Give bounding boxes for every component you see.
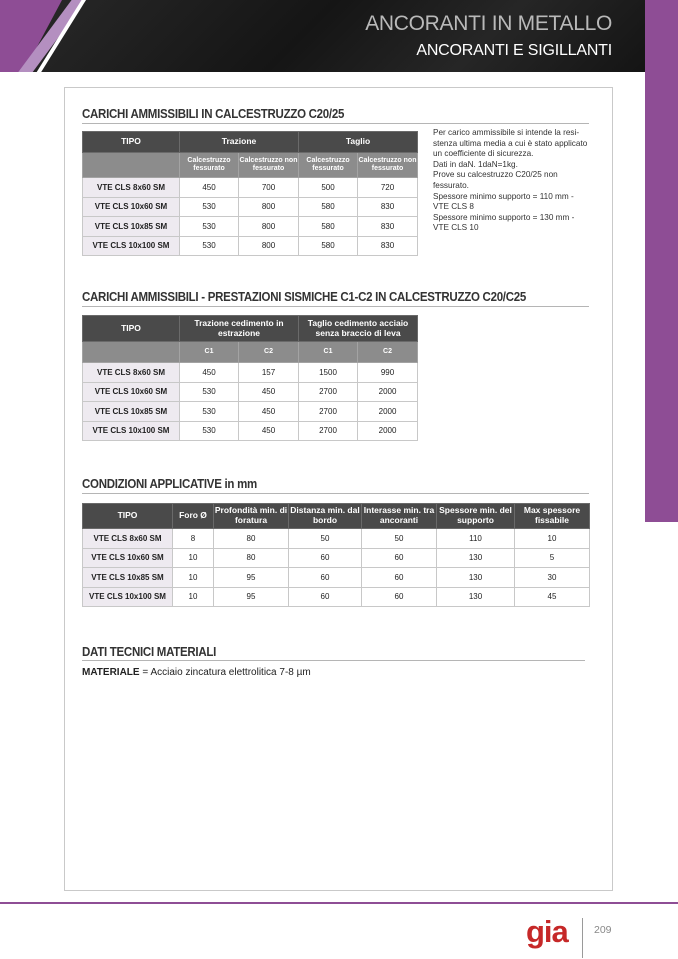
table-cell: 10 xyxy=(515,529,590,549)
table-cell: 530 xyxy=(180,236,239,256)
note-line: Per carico ammissibile si intende la resi- xyxy=(433,128,580,137)
section-divider xyxy=(82,493,589,494)
table-cell: 60 xyxy=(289,548,362,568)
row-label: VTE CLS 8x60 SM xyxy=(83,363,180,383)
table-cell: 50 xyxy=(289,529,362,549)
subheader-cell: C2 xyxy=(239,342,299,363)
table-cell: 130 xyxy=(437,587,515,607)
table-cell: 500 xyxy=(299,178,358,198)
note-line: Dati in daN. 1daN=1kg. xyxy=(433,159,518,169)
row-label: VTE CLS 10x85 SM xyxy=(83,568,173,588)
page-header xyxy=(0,0,678,72)
note-line: Spessore minimo supporto = 110 mm - xyxy=(433,191,574,201)
table-cell: 800 xyxy=(239,197,299,217)
header-cell-foro: Foro Ø xyxy=(173,504,214,529)
table-carichi-ammissibili xyxy=(82,131,418,256)
subheader-cell: Calcestruzzo non fessurato xyxy=(239,153,299,178)
material-line xyxy=(82,667,311,678)
row-label: VTE CLS 10x85 SM xyxy=(83,402,180,422)
header-cell-distanza: Distanza min. dal bordo xyxy=(289,504,362,529)
subheader-cell: Calcestruzzo fessurato xyxy=(180,153,239,178)
table-cell: 800 xyxy=(239,217,299,237)
table-row xyxy=(83,568,590,588)
subheader-empty xyxy=(83,342,180,363)
table-cell: 530 xyxy=(180,217,239,237)
section-title-dati-tecnici: DATI TECNICI MATERIALI xyxy=(82,645,217,659)
table-row xyxy=(83,178,418,198)
page-number: 209 xyxy=(594,924,612,936)
row-label: VTE CLS 10x60 SM xyxy=(83,548,173,568)
note-line: fessurato. xyxy=(433,180,469,190)
row-label: VTE CLS 8x60 SM xyxy=(83,529,173,549)
table-row xyxy=(83,587,590,607)
row-label: VTE CLS 8x60 SM xyxy=(83,178,180,198)
header-cell-trazione-cedimento: Trazione cedimento in estrazione xyxy=(180,316,299,342)
section-title-sismiche: CARICHI AMMISSIBILI - PRESTAZIONI SISMICHE C1-C2 IN CALCESTRUZZO C20/C25 xyxy=(82,290,527,304)
table-cell: 95 xyxy=(214,568,289,588)
note-line: Spessore minimo supporto = 130 mm - xyxy=(433,212,575,222)
notes-text xyxy=(433,128,593,234)
header-cell-max-spessore: Max spessore fissabile xyxy=(515,504,590,529)
table-cell: 10 xyxy=(173,587,214,607)
material-value: = Acciaio zincatura elettrolitica 7-8 µm xyxy=(139,667,311,678)
table-cell: 830 xyxy=(358,197,418,217)
header-cell-taglio-cedimento: Taglio cedimento acciaio senza braccio di leva xyxy=(299,316,418,342)
table-cell: 580 xyxy=(299,236,358,256)
table-cell: 2700 xyxy=(299,421,358,441)
header-cell-tipo: TIPO xyxy=(83,132,180,153)
table-cell: 580 xyxy=(299,217,358,237)
table-cell: 130 xyxy=(437,548,515,568)
section-divider xyxy=(82,660,585,661)
table-cell: 530 xyxy=(180,197,239,217)
note-line: VTE CLS 8 xyxy=(433,202,474,212)
table-cell: 95 xyxy=(214,587,289,607)
section-title-carichi: CARICHI AMMISSIBILI IN CALCESTRUZZO C20/25 xyxy=(82,107,345,121)
table-cell: 130 xyxy=(437,568,515,588)
table-cell: 10 xyxy=(173,568,214,588)
table-cell: 8 xyxy=(173,529,214,549)
table-condizioni-applicative xyxy=(82,503,590,607)
header-title: ANCORANTI IN METALLO xyxy=(365,12,612,35)
table-cell: 450 xyxy=(180,178,239,198)
row-label: VTE CLS 10x100 SM xyxy=(83,421,180,441)
table-prestazioni-sismiche xyxy=(82,315,418,441)
subheader-cell: Calcestruzzo non fessurato xyxy=(358,153,418,178)
table-cell: 60 xyxy=(362,587,437,607)
table-cell: 2000 xyxy=(358,402,418,422)
table-cell: 450 xyxy=(239,421,299,441)
table-cell: 700 xyxy=(239,178,299,198)
header-subtitle: ANCORANTI E SIGILLANTI xyxy=(416,42,612,59)
note-line: un coefficiente di sicurezza. xyxy=(433,149,534,159)
brand-logo: gia xyxy=(526,914,568,949)
subheader-empty xyxy=(83,153,180,178)
table-cell: 5 xyxy=(515,548,590,568)
section-divider xyxy=(82,306,589,307)
header-cell-taglio: Taglio xyxy=(299,132,418,153)
subheader-cell: Calcestruzzo fessurato xyxy=(299,153,358,178)
table-cell: 2700 xyxy=(299,402,358,422)
table-cell: 530 xyxy=(180,402,239,422)
table-row xyxy=(83,363,418,383)
section-divider xyxy=(82,123,589,124)
table-row xyxy=(83,236,418,256)
table-cell: 2700 xyxy=(299,382,358,402)
table-cell: 157 xyxy=(239,363,299,383)
section-title-condizioni: CONDIZIONI APPLICATIVE in mm xyxy=(82,477,258,491)
table-cell: 990 xyxy=(358,363,418,383)
note-line: stenza ultima media a cui è stato applicato xyxy=(433,138,588,148)
table-cell: 830 xyxy=(358,217,418,237)
row-label: VTE CLS 10x60 SM xyxy=(83,382,180,402)
table-row xyxy=(83,197,418,217)
table-cell: 720 xyxy=(358,178,418,198)
note-line: Prove su calcestruzzo C20/25 non xyxy=(433,170,558,180)
table-cell: 450 xyxy=(239,402,299,422)
table-row xyxy=(83,548,590,568)
row-label: VTE CLS 10x60 SM xyxy=(83,197,180,217)
table-row xyxy=(83,529,590,549)
table-cell: 530 xyxy=(180,421,239,441)
table-cell: 50 xyxy=(362,529,437,549)
footer-divider xyxy=(0,902,678,904)
table-cell: 80 xyxy=(214,529,289,549)
header-cell-profondita: Profondità min. di foratura xyxy=(214,504,289,529)
table-cell: 800 xyxy=(239,236,299,256)
table-cell: 450 xyxy=(239,382,299,402)
header-background xyxy=(0,0,678,72)
row-label: VTE CLS 10x100 SM xyxy=(83,587,173,607)
table-cell: 1500 xyxy=(299,363,358,383)
table-cell: 60 xyxy=(362,568,437,588)
table-cell: 450 xyxy=(180,363,239,383)
subheader-cell: C2 xyxy=(358,342,418,363)
table-row xyxy=(83,421,418,441)
logo-separator xyxy=(582,918,583,958)
subheader-cell: C1 xyxy=(180,342,239,363)
table-cell: 30 xyxy=(515,568,590,588)
row-label: VTE CLS 10x85 SM xyxy=(83,217,180,237)
table-cell: 80 xyxy=(214,548,289,568)
header-cell-tipo: TIPO xyxy=(83,316,180,342)
note-line: VTE CLS 10 xyxy=(433,223,479,233)
table-cell: 2000 xyxy=(358,421,418,441)
table-cell: 530 xyxy=(180,382,239,402)
table-cell: 60 xyxy=(289,587,362,607)
material-label: MATERIALE xyxy=(82,667,140,678)
header-cell-trazione: Trazione xyxy=(180,132,299,153)
table-row xyxy=(83,217,418,237)
table-cell: 60 xyxy=(289,568,362,588)
table-cell: 45 xyxy=(515,587,590,607)
header-cell-spessore-supporto: Spessore min. del supporto xyxy=(437,504,515,529)
subheader-cell: C1 xyxy=(299,342,358,363)
header-cell-tipo: TIPO xyxy=(83,504,173,529)
table-cell: 60 xyxy=(362,548,437,568)
table-cell: 830 xyxy=(358,236,418,256)
side-accent-bar xyxy=(645,0,678,522)
header-cell-interasse: Interasse min. tra ancoranti xyxy=(362,504,437,529)
table-cell: 2000 xyxy=(358,382,418,402)
table-cell: 110 xyxy=(437,529,515,549)
table-row xyxy=(83,382,418,402)
table-cell: 580 xyxy=(299,197,358,217)
table-cell: 10 xyxy=(173,548,214,568)
table-row xyxy=(83,402,418,422)
row-label: VTE CLS 10x100 SM xyxy=(83,236,180,256)
